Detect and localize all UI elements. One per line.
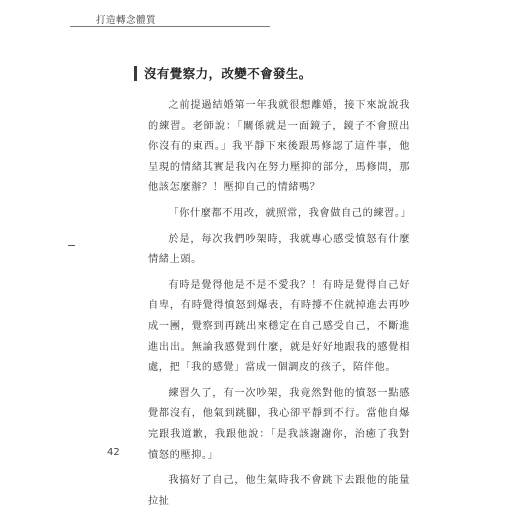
paragraph-4: 有時是覺得他是不是不愛我？！有時是覺得自己好自卑，有時覺得憤怒到爆表，有時撐不住就掉進去再吵成一團，覺察到再跳出來穩定在自己感受自己，不斷進進出出。無論我感覺到什麼，就是好好地跟我的感覺相處，把「我的感覺」當成一個調皮的孩子，陪伴他。 [148, 279, 410, 374]
running-header: 打造轉念體質 [96, 15, 157, 26]
margin-mark [68, 245, 75, 246]
section-heading [134, 64, 312, 82]
paragraph-1: 之前提過結婚第一年我就很想離婚，接下來說說我的練習。老師說：「關係就是一面鏡子，鏡子不會照出你沒有的東西。」我平靜下來後跟馬修認了這件事，他呈現的情緒其實是我內在努力壓抑的部分，馬修問，那他該怎麼辦？！壓抑自己的情緒嗎？ [148, 100, 410, 194]
page-number: 42 [107, 447, 120, 458]
section-heading-text: 沒有覺察力，改變不會發生。 [144, 66, 312, 81]
header-rule [70, 26, 270, 27]
body-text [148, 96, 410, 517]
paragraph-6: 我搞好了自己，他生氣時我不會跳下去跟他的能量拉扯 [148, 475, 410, 507]
paragraph-5: 練習久了，有一次吵架，我竟然對他的憤怒一點感覺都沒有，他氣到跳腳，我心卻平靜到不行。當他自爆完跟我道歉，我跟他說：「是我該謝謝你，治癒了我對憤怒的壓抑。」 [148, 387, 410, 461]
paragraph-2: 「你什麼都不用改，就照常，我會做自己的練習。」 [168, 207, 412, 219]
paragraph-3: 於是，每次我們吵架時，我就專心感受憤怒有什麼情緒上頭。 [148, 233, 410, 266]
heading-bar-marker [134, 66, 137, 81]
